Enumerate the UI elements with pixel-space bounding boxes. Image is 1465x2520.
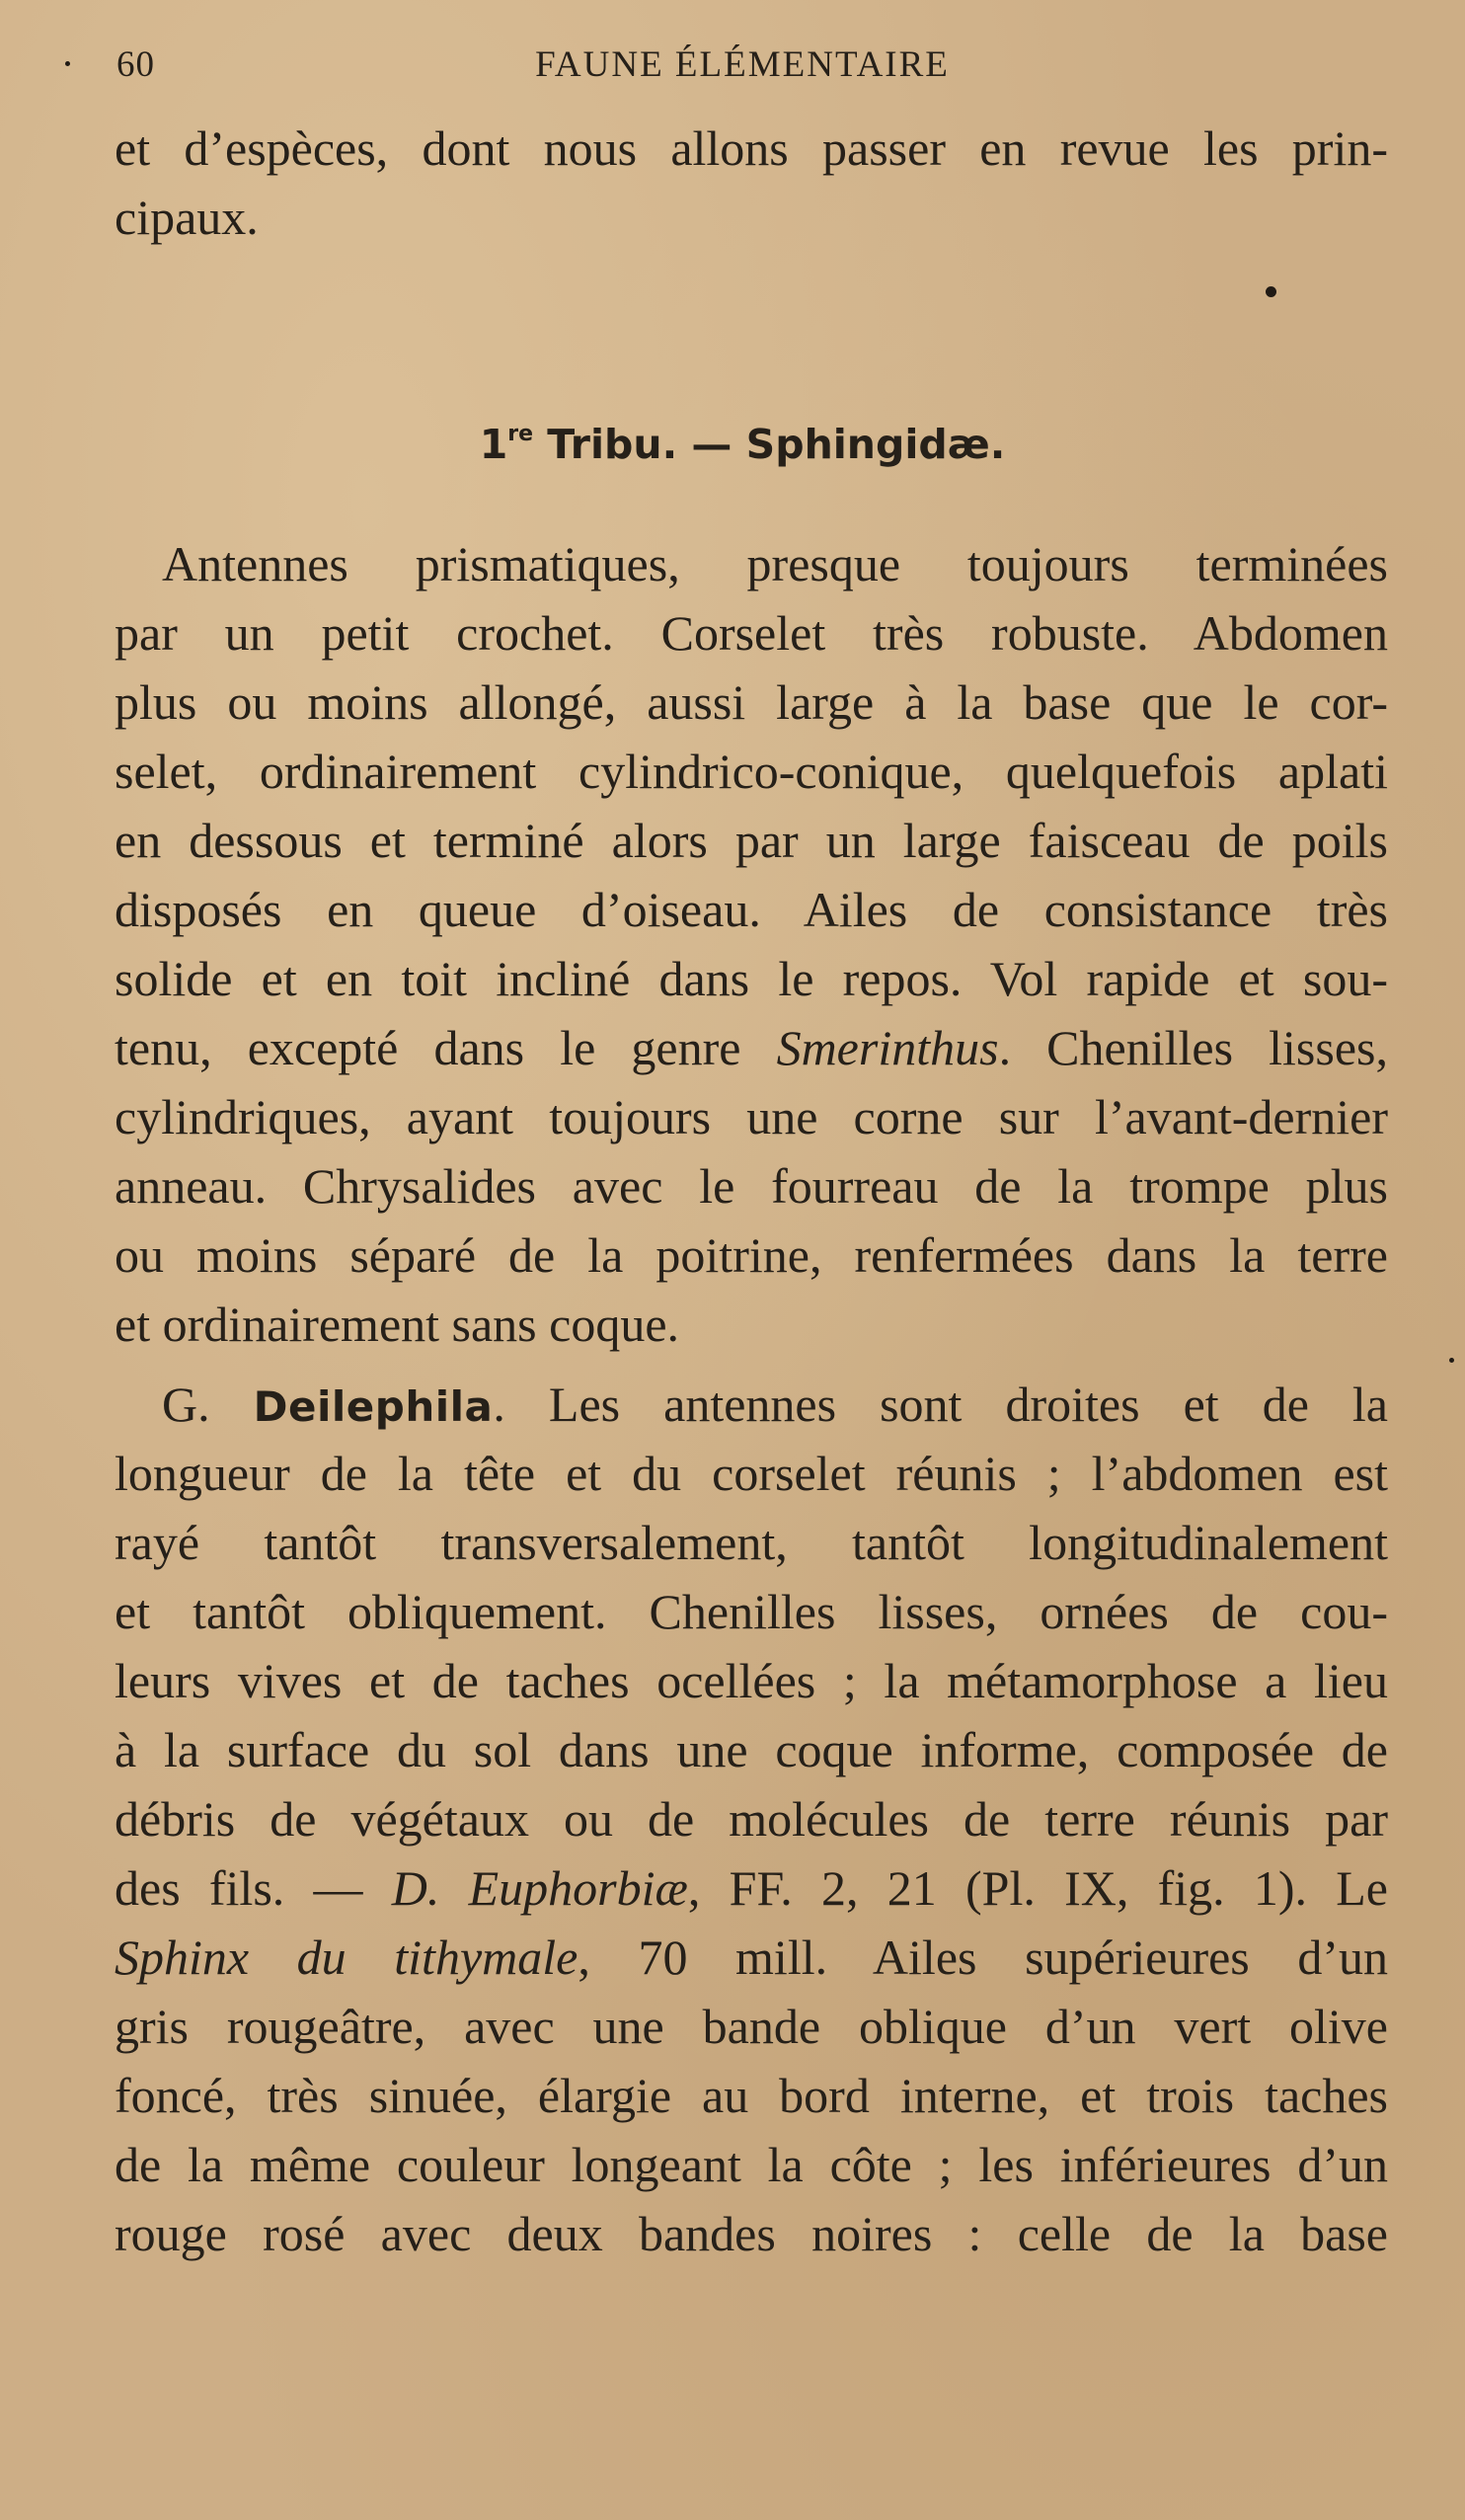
running-head bbox=[0, 43, 1465, 103]
intro-paragraph bbox=[115, 114, 1388, 252]
text-line bbox=[115, 1853, 1388, 1923]
common-name: Sphinx du tithymale bbox=[115, 1929, 578, 1985]
text-line: et tantôt obliquement. Chenilles lisses, ornées de cou- bbox=[115, 1584, 1388, 1639]
ink-speck bbox=[1449, 1358, 1454, 1363]
text-line: disposés en queue d’oiseau. Ailes de consistance très bbox=[115, 882, 1388, 937]
text-line: en dessous et terminé alors par un large faisceau de poils bbox=[115, 813, 1388, 868]
text-line bbox=[115, 1013, 1388, 1082]
text-line bbox=[115, 1370, 1388, 1439]
text-line: à la surface du sol dans une coque informe, composée de bbox=[115, 1722, 1388, 1777]
text-segment: des fils. — bbox=[115, 1860, 392, 1916]
page-number: 60 bbox=[116, 44, 155, 85]
text-line: leurs vives et de taches ocellées ; la métamorphose a lieu bbox=[115, 1653, 1388, 1708]
text-line: solide et en toit incliné dans le repos. Vol rapide et sou- bbox=[115, 951, 1388, 1006]
text-line: longueur de la tête et du corselet réunis ; l’abdomen est bbox=[115, 1446, 1388, 1501]
text-line: et ordinairement sans coque. bbox=[115, 1297, 680, 1352]
ink-speck bbox=[65, 61, 70, 66]
genus-prefix: G. bbox=[162, 1377, 254, 1432]
text-line: ou moins séparé de la poitrine, renfermées dans la terre bbox=[115, 1227, 1388, 1283]
genus-paragraph bbox=[115, 1370, 1388, 2268]
ink-speck bbox=[1266, 286, 1276, 297]
tribe-title: Tribu. — Sphingidæ. bbox=[533, 421, 1006, 468]
genus-italic: Smerinthus bbox=[776, 1020, 999, 1075]
text-segment: , 70 mill. Ailes supérieures d’un bbox=[578, 1929, 1388, 1985]
text-line: cylindriques, ayant toujours une corne sur l’avant-dernier bbox=[115, 1089, 1388, 1144]
tribe-description bbox=[115, 529, 1388, 1359]
text-segment: , FF. 2, 21 (Pl. IX, fig. 1). Le bbox=[687, 1860, 1388, 1916]
text-line: plus ou moins allongé, aussi large à la base que le cor- bbox=[115, 674, 1388, 730]
text-line: gris rougeâtre, avec une bande oblique d’un vert olive bbox=[115, 1999, 1388, 2054]
text-line: anneau. Chrysalides avec le fourreau de la trompe plus bbox=[115, 1158, 1388, 1214]
tribe-number: 1 bbox=[479, 421, 508, 468]
text-segment: . Chenilles lisses, bbox=[998, 1020, 1388, 1075]
tribe-heading bbox=[0, 400, 1465, 469]
text-line: cipaux. bbox=[115, 190, 259, 245]
text-line: selet, ordinairement cylindrico-conique, quelquefois aplati bbox=[115, 744, 1388, 799]
text-line: Antennes prismatiques, presque toujours terminées bbox=[162, 536, 1388, 591]
tribe-superscript: re bbox=[507, 422, 534, 446]
text-line bbox=[115, 1923, 1388, 1992]
species-name: D. Euphorbiæ bbox=[391, 1860, 688, 1916]
text-line: et d’espèces, dont nous allons passer en revue les prin- bbox=[115, 120, 1388, 176]
text-segment: tenu, excepté dans le genre bbox=[115, 1020, 777, 1075]
running-title: FAUNE ÉLÉMENTAIRE bbox=[535, 44, 950, 85]
text-line: rouge rosé avec deux bandes noires : celle de la base bbox=[115, 2206, 1388, 2261]
text-line: par un petit crochet. Corselet très robuste. Abdomen bbox=[115, 605, 1388, 661]
genus-name: Deilephila bbox=[253, 1382, 494, 1431]
text-line: débris de végétaux ou de molécules de terre réunis par bbox=[115, 1791, 1388, 1847]
text-line: rayé tantôt transversalement, tantôt longitudinalement bbox=[115, 1515, 1388, 1570]
text-segment: . Les antennes sont droites et de la bbox=[493, 1377, 1388, 1432]
text-line: de la même couleur longeant la côte ; les inférieures d’un bbox=[115, 2137, 1388, 2192]
text-line: foncé, très sinuée, élargie au bord interne, et trois taches bbox=[115, 2068, 1388, 2123]
